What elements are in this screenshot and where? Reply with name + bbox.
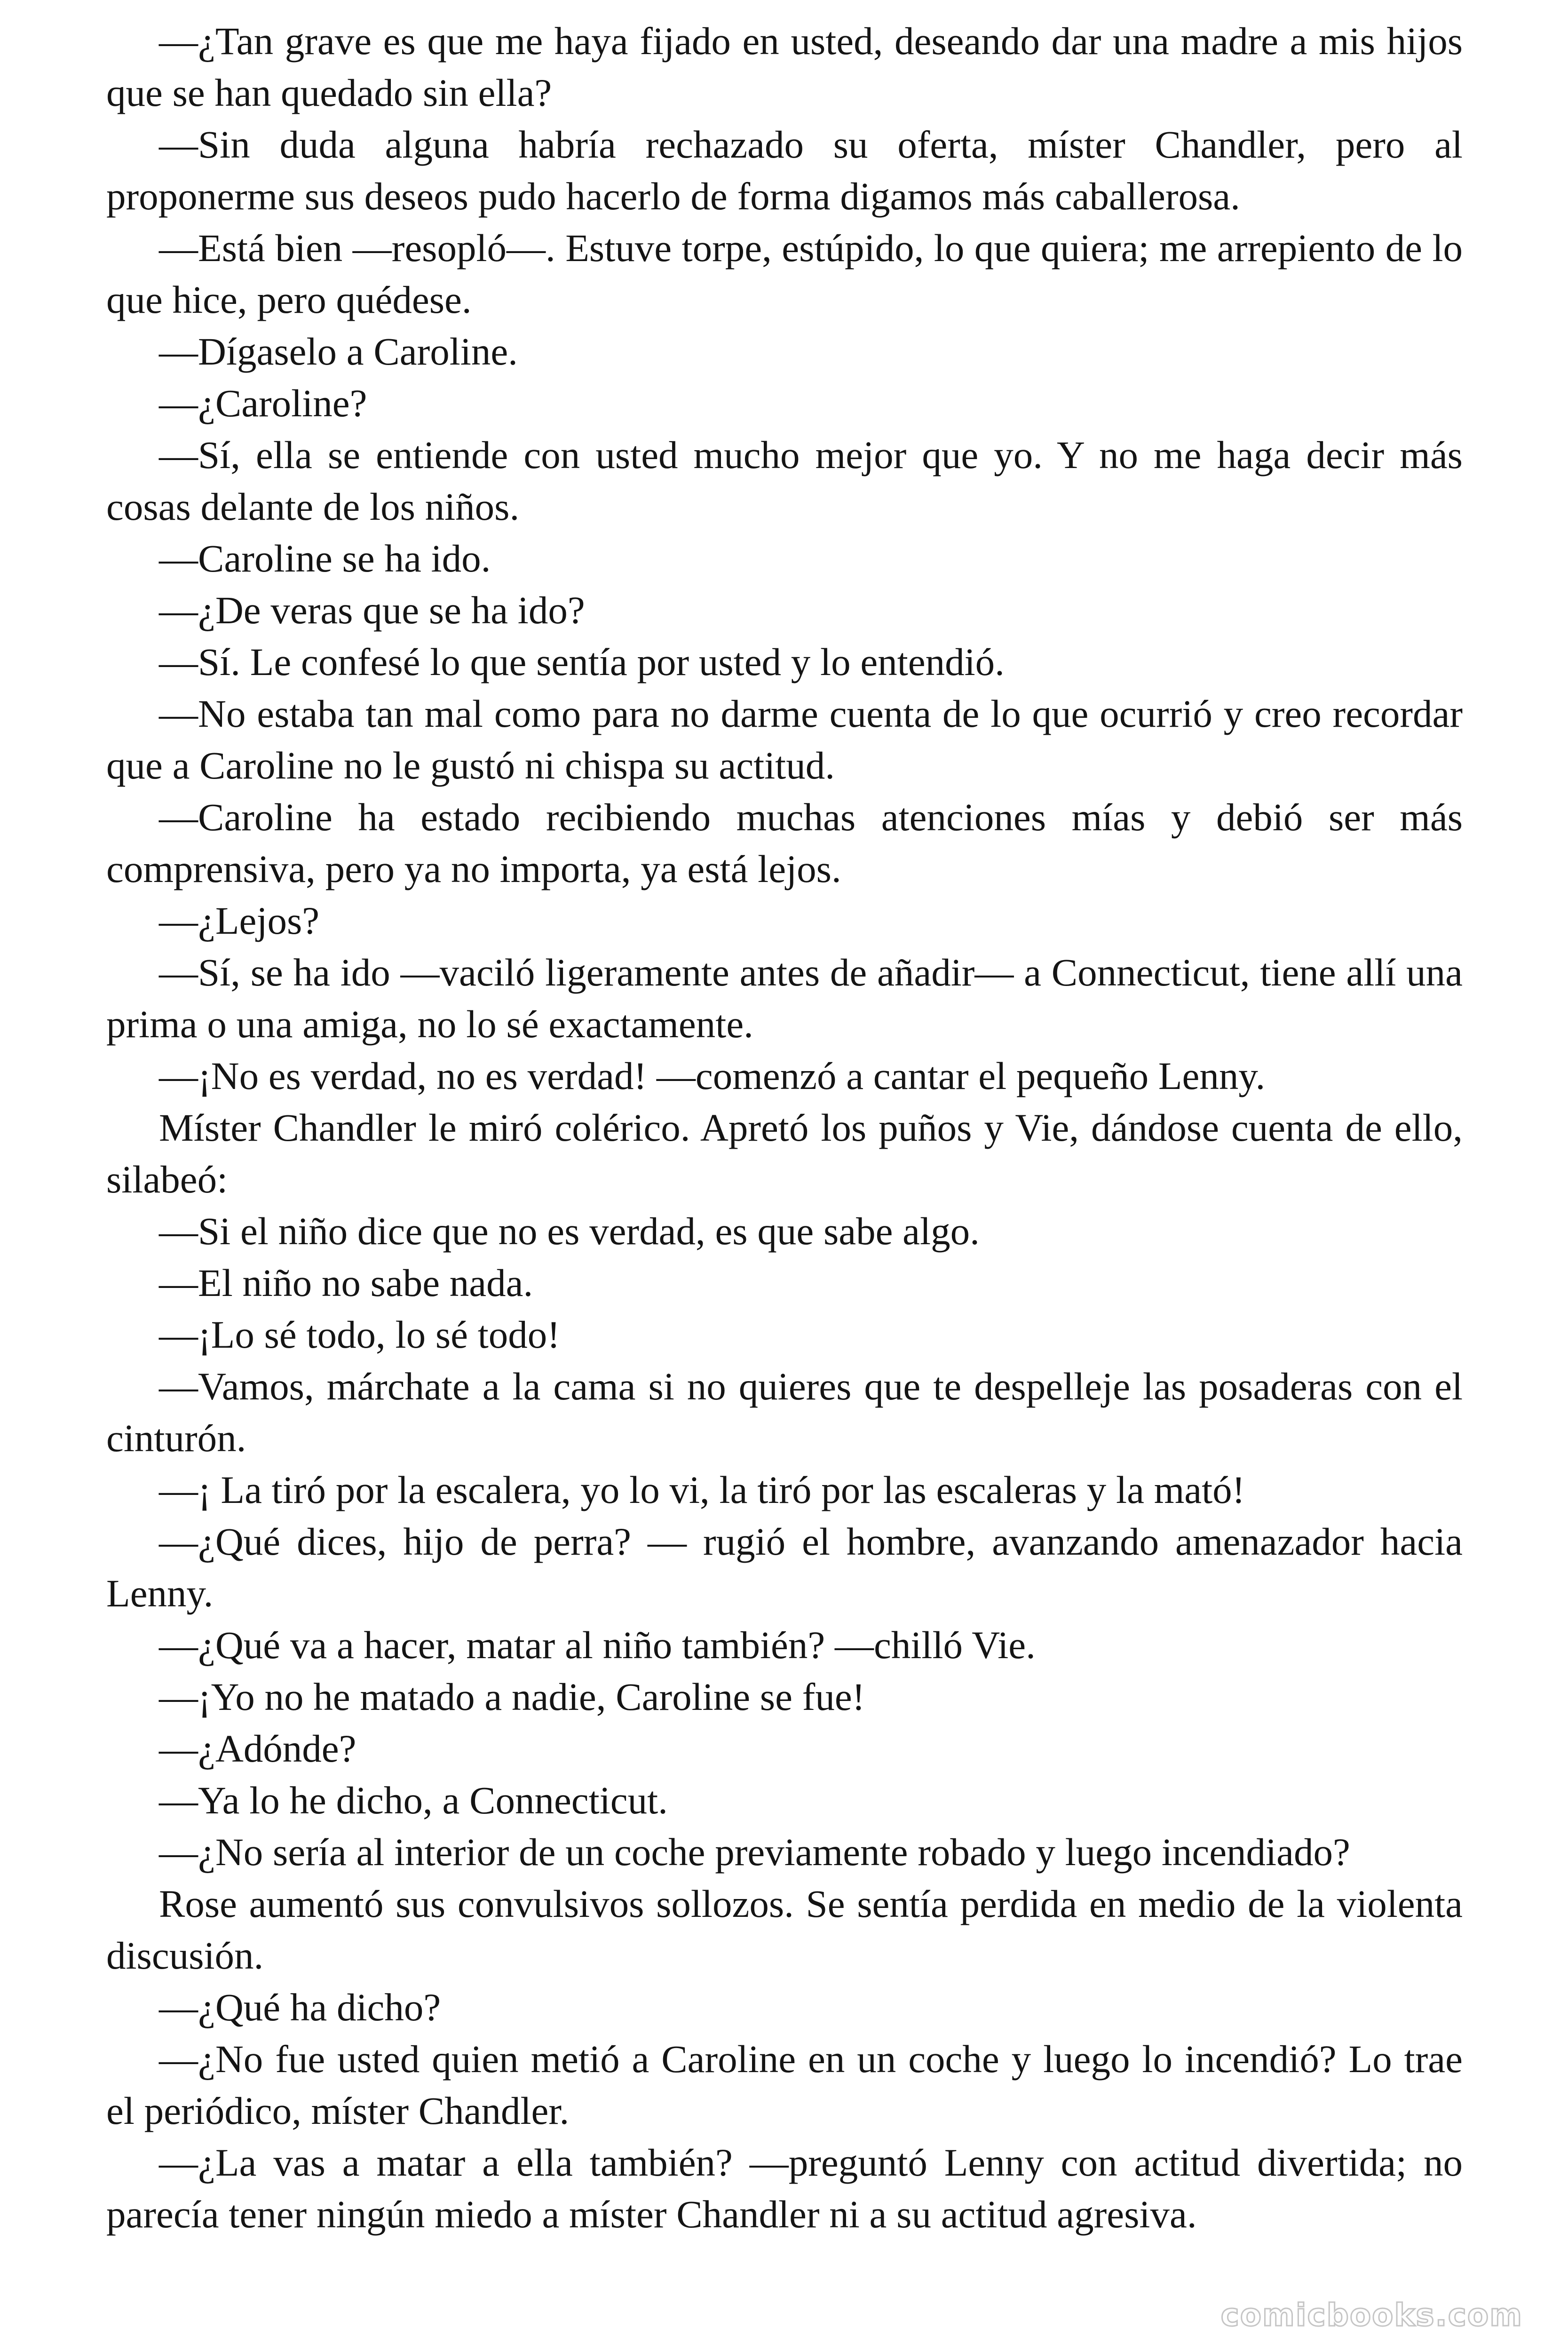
body-text bbox=[106, 15, 1463, 2240]
paragraph: —¿Qué dices, hijo de perra? — rugió el hombre, avanzando amenazador hacia Lenny. bbox=[106, 1520, 1463, 1615]
paragraph: —Si el niño dice que no es verdad, es que sabe algo. bbox=[159, 1209, 980, 1253]
paragraph: —Sin duda alguna habría rechazado su oferta, míster Chandler, pero al proponerme sus deseos pudo hacerlo de forma digamos más caballerosa. bbox=[106, 123, 1463, 218]
paragraph: —Sí, se ha ido —vaciló ligeramente antes de añadir— a Connecticut, tiene allí una prima o una amiga, no lo sé exactamente. bbox=[106, 951, 1463, 1046]
paragraph: —¿Adónde? bbox=[159, 1727, 356, 1770]
paragraph: —Está bien —resopló—. Estuve torpe, estúpido, lo que quiera; me arrepiento de lo que hice, pero quédese. bbox=[106, 226, 1463, 321]
paragraph: —¿No fue usted quien metió a Caroline en un coche y luego lo incendió? Lo trae el periódico, míster Chandler. bbox=[106, 2037, 1463, 2132]
paragraph: —Dígaselo a Caroline. bbox=[159, 330, 518, 373]
paragraph: —Ya lo he dicho, a Connecticut. bbox=[159, 1779, 668, 1822]
paragraph: —¿Tan grave es que me haya fijado en usted, deseando dar una madre a mis hijos que se han quedado sin ella? bbox=[106, 19, 1463, 114]
paragraph: —¿Caroline? bbox=[159, 381, 367, 425]
paragraph: —¡Yo no he matado a nadie, Caroline se fue! bbox=[159, 1675, 865, 1718]
paragraph: —Sí. Le confesé lo que sentía por usted y lo entendió. bbox=[159, 640, 1005, 683]
paragraph: —¿No sería al interior de un coche previamente robado y luego incendiado? bbox=[159, 1830, 1350, 1874]
paragraph: —¿Qué va a hacer, matar al niño también? —chilló Vie. bbox=[159, 1623, 1036, 1667]
paragraph: —Caroline se ha ido. bbox=[159, 537, 491, 580]
paragraph: —No estaba tan mal como para no darme cuenta de lo que ocurrió y creo recordar que a Caroline no le gustó ni chispa su actitud. bbox=[106, 692, 1463, 787]
paragraph: Míster Chandler le miró colérico. Apretó los puños y Vie, dándose cuenta de ello, silabeó: bbox=[106, 1106, 1463, 1201]
paragraph: —Sí, ella se entiende con usted mucho mejor que yo. Y no me haga decir más cosas delante de los niños. bbox=[106, 433, 1463, 528]
paragraph: —¡No es verdad, no es verdad! —comenzó a cantar el pequeño Lenny. bbox=[159, 1054, 1266, 1097]
watermark: comicbooks.com bbox=[1220, 2297, 1523, 2333]
paragraph: Rose aumentó sus convulsivos sollozos. Se sentía perdida en medio de la violenta discusión. bbox=[106, 1882, 1463, 1977]
paragraph: —El niño no sabe nada. bbox=[159, 1261, 533, 1304]
paragraph: —¿De veras que se ha ido? bbox=[159, 588, 585, 632]
paragraph: —Caroline ha estado recibiendo muchas atenciones mías y debió ser más comprensiva, pero ya no importa, ya está lejos. bbox=[106, 795, 1463, 890]
paragraph: —¡Lo sé todo, lo sé todo! bbox=[159, 1313, 560, 1356]
paragraph: —¿Qué ha dicho? bbox=[159, 1986, 441, 2029]
paragraph: —¿Lejos? bbox=[159, 899, 320, 942]
paragraph: —¿La vas a matar a ella también? —preguntó Lenny con actitud divertida; no parecía tener ningún miedo a míster Chandler ni a su actitud agresiva. bbox=[106, 2141, 1463, 2236]
paragraph: —Vamos, márchate a la cama si no quieres que te despelleje las posaderas con el cinturón. bbox=[106, 1365, 1463, 1460]
paragraph: —¡ La tiró por la escalera, yo lo vi, la tiró por las escaleras y la mató! bbox=[159, 1468, 1245, 1511]
